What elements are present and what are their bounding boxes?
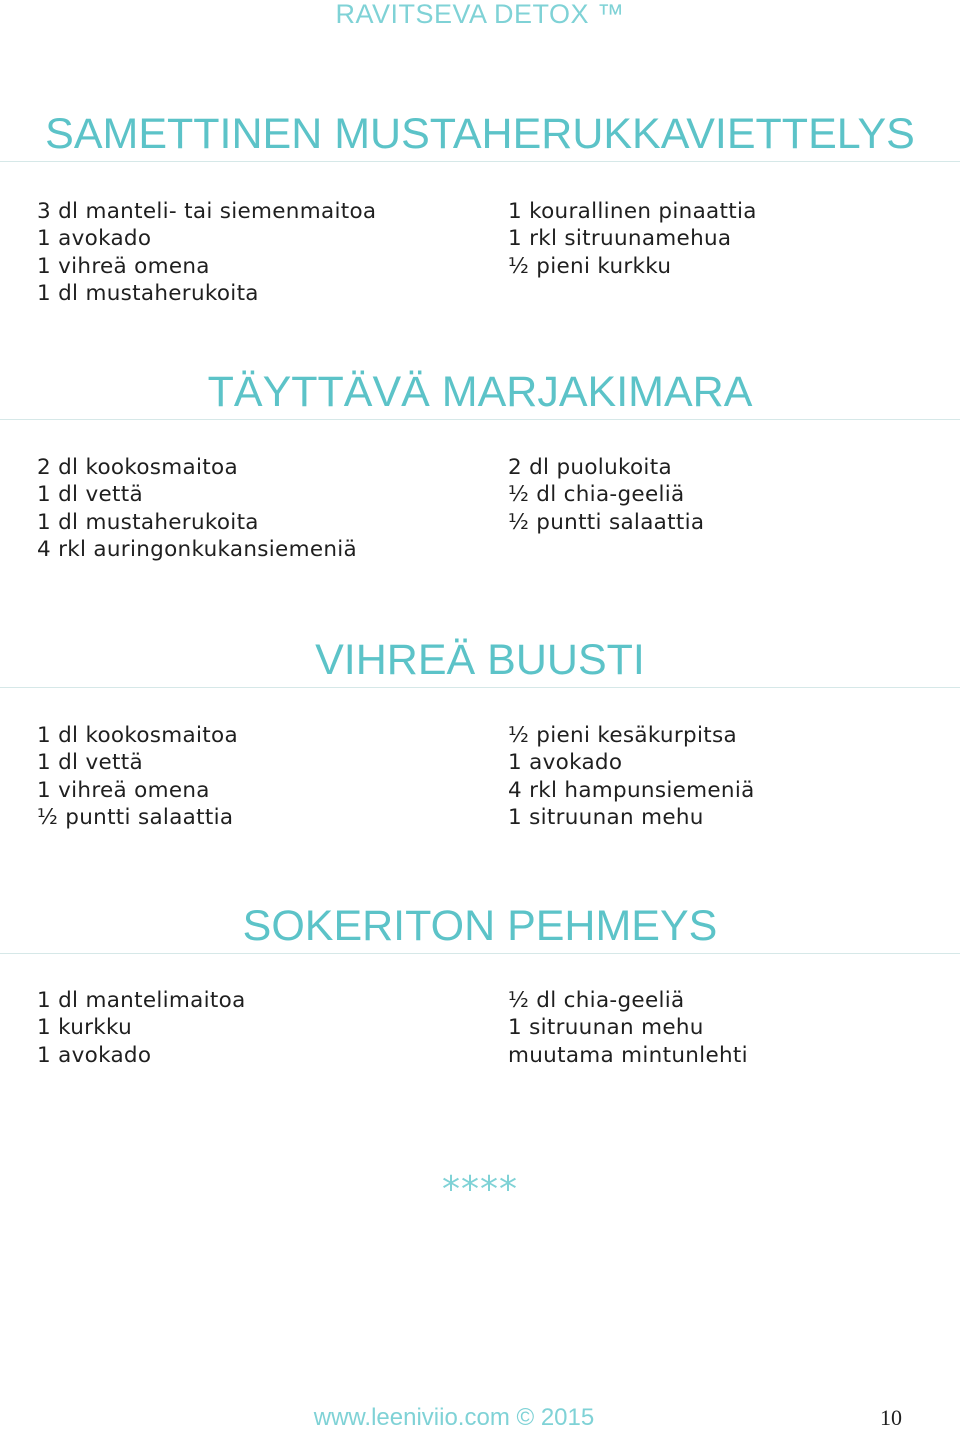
ingredients-right xyxy=(508,987,748,1069)
ingredient: 1 avokado xyxy=(508,750,623,776)
ingredient: 1 kourallinen pinaattia xyxy=(508,199,757,224)
title-rule xyxy=(0,161,960,162)
ingredient: 1 kurkku xyxy=(37,1015,133,1041)
ingredient: 1 vihreä omena xyxy=(37,253,210,279)
ingredient: ½ dl chia-geeliä xyxy=(508,482,685,508)
title-rule xyxy=(0,687,960,688)
page-number: 10 xyxy=(880,1405,902,1430)
ingredient: 1 vihreä omena xyxy=(37,777,210,803)
ingredients-right xyxy=(508,454,704,536)
ingredient: 1 rkl sitruunamehua xyxy=(508,226,732,252)
recipe-title: TÄYTTÄVÄ MARJAKIMARA xyxy=(207,368,753,416)
ingredient: 2 dl kookosmaitoa xyxy=(37,455,238,480)
recipe-title: SOKERITON PEHMEYS xyxy=(242,902,718,950)
ingredient: ½ dl chia-geeliä xyxy=(508,988,685,1013)
ingredients-right xyxy=(508,722,755,832)
ingredient: 1 dl vettä xyxy=(37,482,143,508)
recipe-title: SAMETTINEN MUSTAHERUKKAVIETTELYS xyxy=(45,110,915,158)
ingredient: 1 dl vettä xyxy=(37,750,143,776)
ingredients-right xyxy=(508,198,757,280)
ingredients-left xyxy=(37,987,246,1069)
ingredient: 1 dl mustaherukoita xyxy=(37,509,259,535)
recipe-title: VIHREÄ BUUSTI xyxy=(315,636,645,684)
title-rule xyxy=(0,419,960,420)
ingredient: 4 rkl auringonkukansiemeniä xyxy=(37,537,358,563)
ingredients-left xyxy=(37,198,376,308)
ingredient: 1 dl mustaherukoita xyxy=(37,281,259,307)
ingredient: 1 sitruunan mehu xyxy=(508,1015,704,1041)
asterisk-divider: **** xyxy=(442,1169,518,1210)
title-rule xyxy=(0,953,960,954)
ingredient: 4 rkl hampunsiemeniä xyxy=(508,777,755,803)
ingredient: ½ puntti salaattia xyxy=(508,509,705,535)
ingredient: ½ pieni kesäkurpitsa xyxy=(508,723,737,748)
ingredient: ½ pieni kurkku xyxy=(508,253,672,279)
footer-url: www.leeniviio.com © 2015 xyxy=(313,1404,595,1431)
ingredients-left xyxy=(37,722,238,832)
ingredient: muutama mintunlehti xyxy=(508,1042,748,1068)
ingredient: ½ puntti salaattia xyxy=(37,805,234,831)
ingredient: 2 dl puolukoita xyxy=(508,455,672,480)
ingredient: 1 sitruunan mehu xyxy=(508,805,704,831)
ingredient: 1 dl mantelimaitoa xyxy=(37,988,246,1013)
ingredient: 1 avokado xyxy=(37,226,152,252)
ingredient: 1 avokado xyxy=(37,1042,152,1068)
ingredient: 3 dl manteli- tai siemenmaitoa xyxy=(37,199,377,224)
brand-header: RAVITSEVA DETOX ™ xyxy=(335,0,625,29)
ingredients-left xyxy=(37,454,357,564)
ingredient: 1 dl kookosmaitoa xyxy=(37,723,238,748)
